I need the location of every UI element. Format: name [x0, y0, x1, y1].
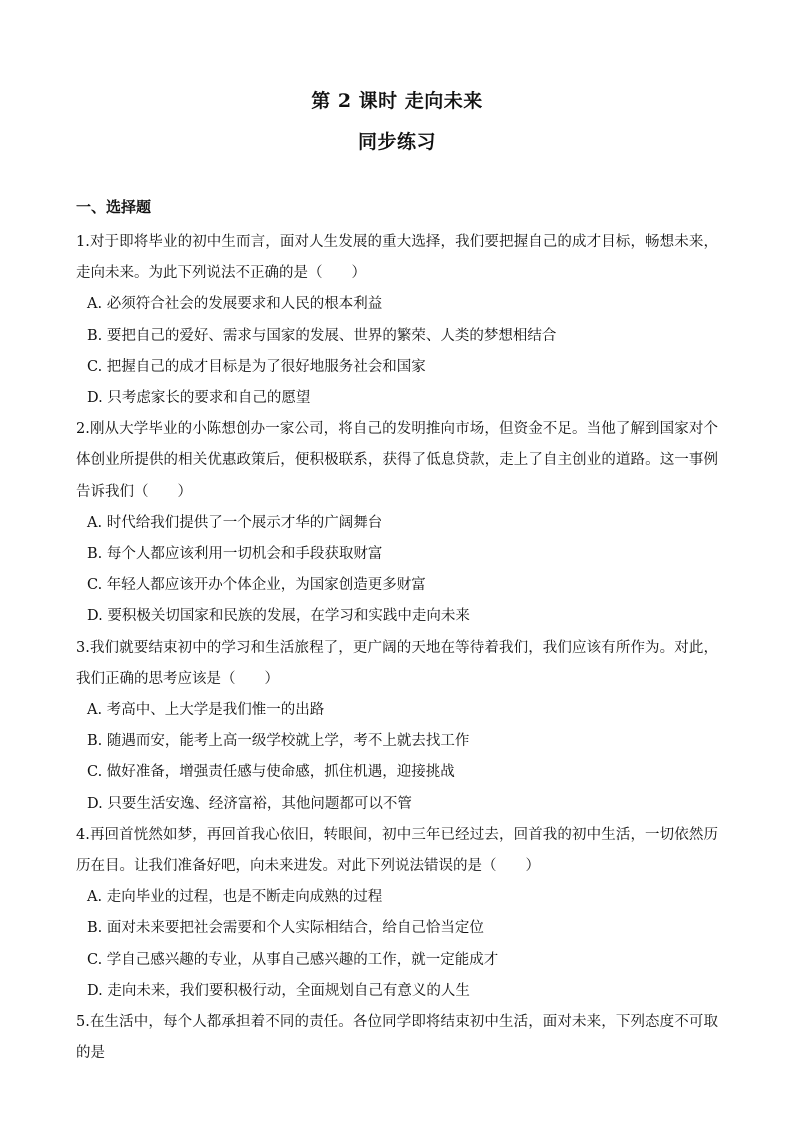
- question-stem: 3.我们就要结束初中的学习和生活旅程了，更广阔的天地在等待着我们，我们应该有所作为。对此，我们正确的思考应该是（ ）: [76, 639, 718, 687]
- question-3: [76, 633, 718, 820]
- option-a: A. 走向毕业的过程，也是不断走向成熟的过程: [87, 889, 383, 906]
- question-stem: 2.刚从大学毕业的小陈想创办一家公司，将自己的发明推向市场，但资金不足。当他了解到国家对个体创业所提供的相关优惠政策后，便积极联系，获得了低息贷款，走上了自主创业的道路。这一事例告诉我们（ ）: [76, 421, 718, 500]
- option-c: C. 把握自己的成才目标是为了很好地服务社会和国家: [87, 358, 426, 375]
- document-subtitle: 同步练习: [357, 131, 436, 153]
- section-heading: 一、选择题: [76, 198, 152, 216]
- question-5: [76, 1007, 718, 1069]
- option-a: A. 必须符合社会的发展要求和人民的根本利益: [87, 296, 383, 313]
- question-1: [76, 227, 718, 414]
- question-stem: 4.再回首恍然如梦，再回首我心依旧，转眼间，初中三年已经过去，回首我的初中生活，一切依然历历在目。让我们准备好吧，向未来进发。对此下列说法错误的是（ ）: [76, 826, 718, 875]
- question-list: [76, 227, 718, 1069]
- question-2: [76, 414, 718, 632]
- option-a: A. 考高中、上大学是我们惟一的出路: [87, 702, 325, 719]
- document-title: 第 2 课时 走向未来: [311, 90, 483, 112]
- option-c: C. 学自己感兴趣的专业，从事自己感兴趣的工作，就一定能成才: [87, 951, 499, 968]
- option-b: B. 要把自己的爱好、需求与国家的发展、世界的繁荣、人类的梦想相结合: [87, 327, 557, 344]
- question-stem: 5.在生活中，每个人都承担着不同的责任。各位同学即将结束初中生活，面对未来，下列态度不可取的是: [76, 1014, 718, 1062]
- question-4: [76, 820, 718, 1007]
- option-d: D. 走向未来，我们要积极行动，全面规划自己有意义的人生: [87, 982, 470, 999]
- option-c: C. 做好准备，增强责任感与使命感，抓住机遇，迎接挑战: [87, 764, 455, 781]
- option-c: C. 年轻人都应该开办个体企业，为国家创造更多财富: [87, 577, 426, 594]
- option-d: D. 只要生活安逸、经济富裕，其他问题都可以不管: [87, 795, 412, 812]
- option-d: D. 要积极关切国家和民族的发展，在学习和实践中走向未来: [87, 608, 470, 625]
- option-a: A. 时代给我们提供了一个展示才华的广阔舞台: [87, 514, 383, 531]
- option-b: B. 每个人都应该利用一切机会和手段获取财富: [87, 546, 383, 563]
- option-b: B. 面对未来要把社会需要和个人实际相结合，给自己恰当定位: [87, 920, 484, 937]
- question-stem: 1.对于即将毕业的初中生而言，面对人生发展的重大选择，我们要把握自己的成才目标，畅想未来，走向未来。为此下列说法不正确的是（ ）: [76, 234, 718, 282]
- option-b: B. 随遇而安，能考上高一级学校就上学，考不上就去找工作: [87, 733, 470, 750]
- option-d: D. 只考虑家长的要求和自己的愿望: [87, 390, 311, 407]
